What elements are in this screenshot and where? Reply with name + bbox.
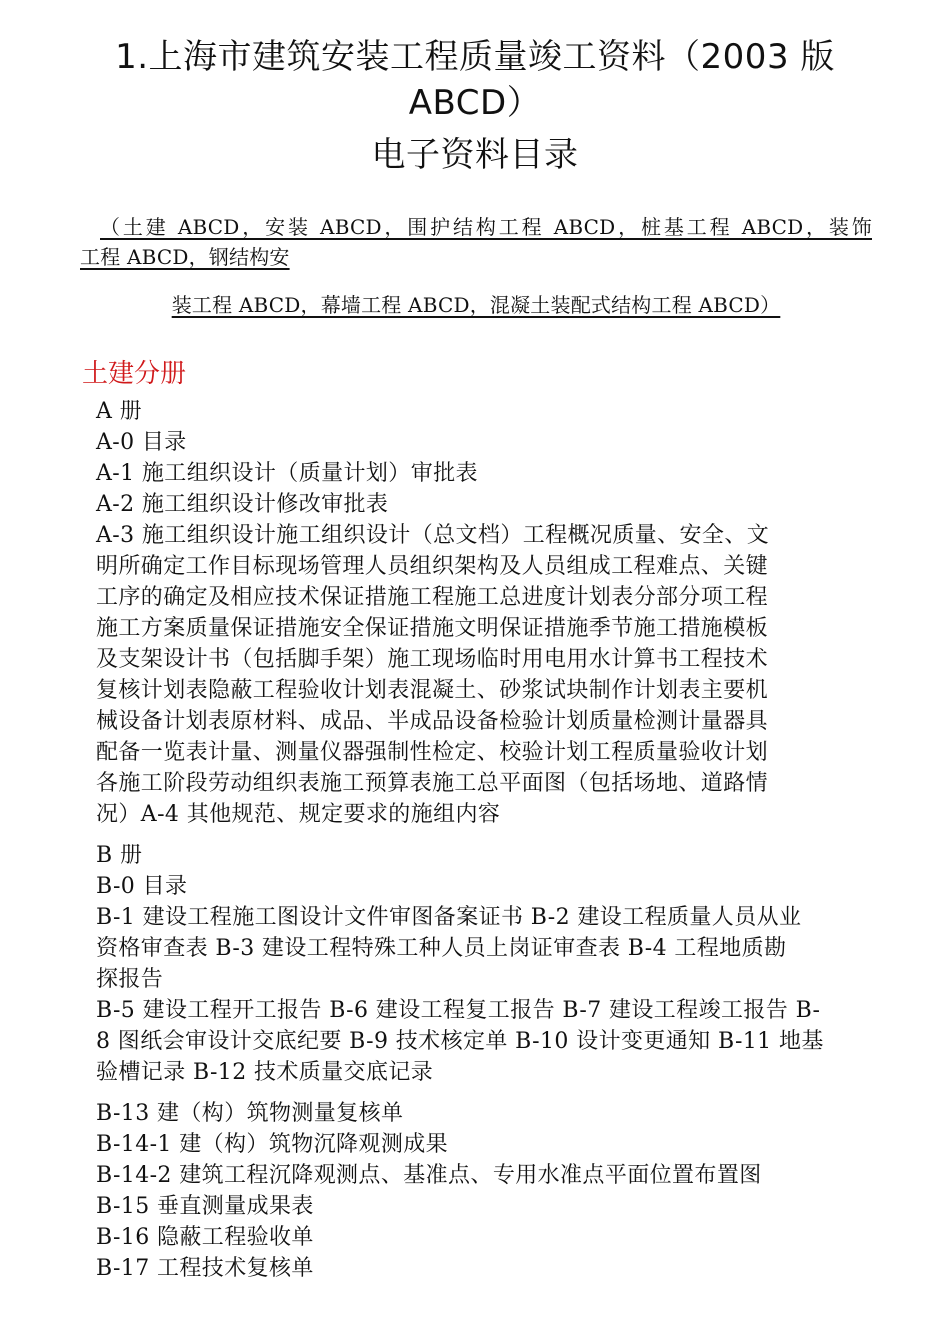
list-item-line: 资格审查表 B-3 建设工程特殊工种人员上岗证审查表 B-4 工程地质勘 (96, 936, 787, 961)
list-item-line: 8 图纸会审设计交底纪要 B-9 技术核定单 B-10 设计变更通知 B-11 地基 (96, 1029, 824, 1054)
list-item-line: B-1 建设工程施工图设计文件审图备案证书 B-2 建设工程质量人员从业 (96, 905, 802, 930)
list-item-line: A-3 施工组织设计施工组织设计（总文档）工程概况质量、安全、文 (96, 523, 770, 548)
list-item-line: 械设备计划表原材料、成品、半成品设备检验计划质量检测计量器具 (96, 709, 769, 734)
title-line-1: 1.上海市建筑安装工程质量竣工资料（2003 版 (115, 37, 835, 77)
document-subtitle (0, 212, 950, 320)
contents-list (96, 396, 870, 1284)
list-item-line: 探报告 (96, 967, 164, 992)
subtitle-line-2: 工程 ABCD，钢结构安 (80, 245, 290, 269)
list-item-line: 况）A-4 其他规范、规定要求的施组内容 (96, 802, 501, 827)
list-item: A-0 目录 (96, 430, 187, 455)
list-item: B-16 隐蔽工程验收单 (96, 1225, 314, 1250)
list-item-line: B-5 建设工程开工报告 B-6 建设工程复工报告 B-7 建设工程竣工报告 B- (96, 998, 821, 1023)
list-item: B-15 垂直测量成果表 (96, 1194, 314, 1219)
list-item-line: 及支架设计书（包括脚手架）施工现场临时用电用水计算书工程技术 (96, 647, 769, 672)
title-line-3: 电子资料目录 (371, 135, 579, 175)
list-item: B-13 建（构）筑物测量复核单 (96, 1101, 404, 1126)
list-item: A-1 施工组织设计（质量计划）审批表 (96, 461, 478, 486)
subtitle-line-1: （土建 ABCD，安装 ABCD，围护结构工程 ABCD，桩基工程 ABCD，装饰 (100, 215, 872, 239)
list-item-line: 配备一览表计量、测量仪器强制性检定、校验计划工程质量验收计划 (96, 740, 769, 765)
list-item-line: 工序的确定及相应技术保证措施工程施工总进度计划表分部分项工程 (96, 585, 769, 610)
list-item: A 册 (96, 399, 143, 424)
list-item: B-0 目录 (96, 874, 188, 899)
subtitle-line-3: 装工程 ABCD，幕墙工程 ABCD，混凝土装配式结构工程 ABCD） (171, 293, 781, 317)
list-item-line: 验槽记录 B-12 技术质量交底记录 (96, 1060, 434, 1085)
section-heading: 土建分册 (82, 359, 187, 389)
list-item: B-14-1 建（构）筑物沉降观测成果 (96, 1132, 449, 1157)
list-item-line: 各施工阶段劳动组织表施工预算表施工总平面图（包括场地、道路情 (96, 771, 769, 796)
list-item-line: 明所确定工作目标现场管理人员组织架构及人员组成工程难点、关键 (96, 554, 769, 579)
list-item: A-2 施工组织设计修改审批表 (96, 492, 389, 517)
list-item: B-14-2 建筑工程沉降观测点、基准点、专用水准点平面位置布置图 (96, 1163, 762, 1188)
document-title (0, 34, 950, 178)
list-item-line: 复核计划表隐蔽工程验收计划表混凝土、砂浆试块制作计划表主要机 (96, 678, 769, 703)
list-item: B-17 工程技术复核单 (96, 1256, 314, 1281)
list-item-line: 施工方案质量保证措施安全保证措施文明保证措施季节施工措施模板 (96, 616, 769, 641)
title-line-2: ABCD） (408, 83, 542, 123)
list-item: B 册 (96, 843, 143, 868)
